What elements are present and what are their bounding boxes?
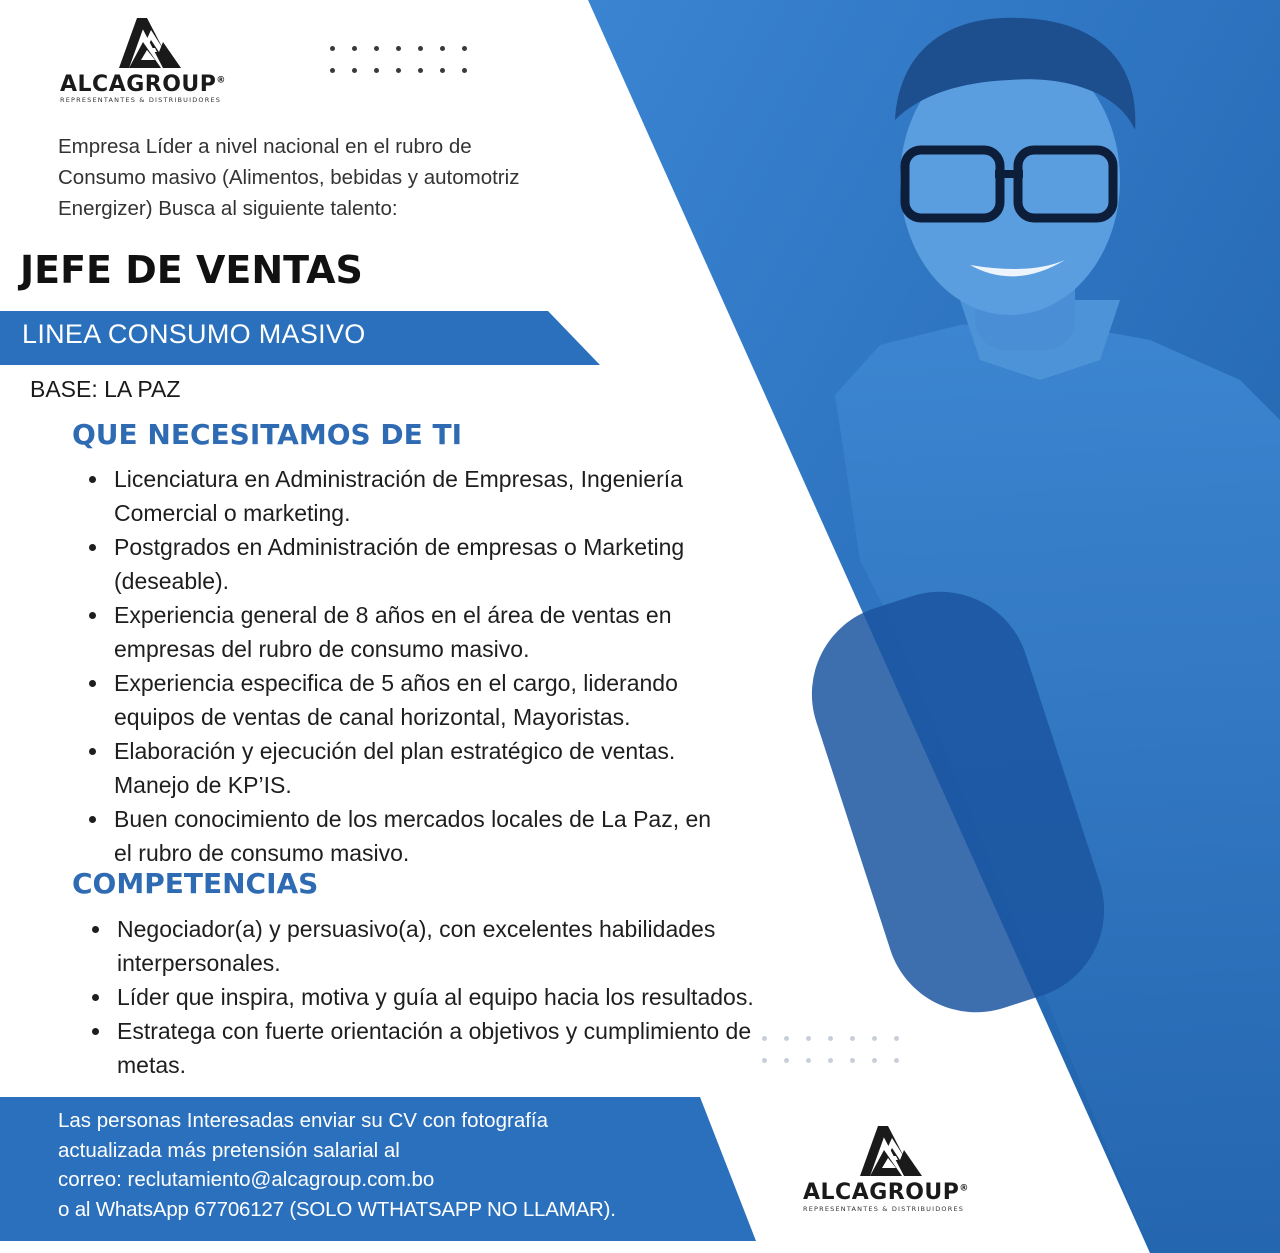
- footer-line: actualizada más pretensión salarial al: [58, 1138, 400, 1162]
- logo-tagline: REPRESENTANTES & DISTRIBUIDORES: [60, 96, 222, 104]
- intro-line: Consumo masivo (Alimentos, bebidas y automotriz: [58, 166, 520, 189]
- list-item: [72, 598, 862, 666]
- competencies-heading: COMPETENCIAS: [72, 867, 319, 900]
- item-line: Manejo de KP’IS.: [114, 772, 292, 798]
- footer-line: o al WhatsApp 67706127 (SOLO WTHATSAPP NO LLAMAR).: [58, 1197, 616, 1221]
- list-item: [72, 666, 862, 734]
- item-line: Líder que inspira, motiva y guía al equipo hacia los resultados.: [117, 984, 754, 1010]
- intro-text: [58, 131, 618, 224]
- list-item: [72, 734, 862, 802]
- item-line: Comercial o marketing.: [114, 500, 351, 526]
- logo-name: ALCAGROUP: [803, 1180, 960, 1205]
- item-line: equipos de ventas de canal horizontal, Mayoristas.: [114, 704, 631, 730]
- logo-name: ALCAGROUP: [60, 72, 217, 97]
- item-line: Postgrados en Administración de empresas o Marketing: [114, 534, 685, 560]
- list-item: [72, 530, 862, 598]
- item-line: empresas del rubro de consumo masivo.: [114, 636, 530, 662]
- job-line: LINEA CONSUMO MASIVO: [22, 319, 366, 349]
- alcagroup-logo-icon: [115, 12, 187, 72]
- decorative-dots-bottom: [762, 1036, 900, 1063]
- requirements-list: [72, 462, 862, 870]
- item-line: Negociador(a) y persuasivo(a), con excelentes habilidades: [117, 916, 716, 942]
- item-line: metas.: [117, 1052, 187, 1078]
- intro-line: Empresa Líder a nivel nacional en el rubro de: [58, 135, 472, 158]
- item-line: Experiencia especifica de 5 años en el cargo, liderando: [114, 670, 678, 696]
- item-line: el rubro de consumo masivo.: [114, 840, 410, 866]
- logo-registered: ®: [216, 75, 226, 86]
- alcagroup-logo-icon: [856, 1120, 928, 1180]
- list-item: [75, 980, 895, 1014]
- item-line: Experiencia general de 8 años en el área de ventas en: [114, 602, 672, 628]
- item-line: Elaboración y ejecución del plan estratégico de ventas.: [114, 738, 676, 764]
- item-line: interpersonales.: [117, 950, 281, 976]
- job-base: BASE: LA PAZ: [30, 376, 181, 402]
- item-line: (deseable).: [114, 568, 230, 594]
- intro-line: Energizer) Busca al siguiente talento:: [58, 197, 398, 220]
- footer-line: Las personas Interesadas enviar su CV con fotografía: [58, 1109, 549, 1132]
- footer-line: correo: reclutamiento@alcagroup.com.bo: [58, 1168, 435, 1191]
- job-title: JEFE DE VENTAS: [20, 248, 363, 292]
- list-item: [72, 802, 862, 870]
- list-item: [75, 912, 895, 980]
- requirements-heading: QUE NECESITAMOS DE TI: [72, 418, 463, 451]
- list-item: [72, 462, 862, 530]
- item-line: Licenciatura en Administración de Empresas, Ingeniería: [114, 466, 683, 492]
- logo-tagline: REPRESENTANTES & DISTRIBUIDORES: [803, 1205, 965, 1213]
- decorative-dots-top: [330, 46, 468, 73]
- item-line: Buen conocimiento de los mercados locales de La Paz, en: [114, 806, 712, 832]
- logo-registered: ®: [959, 1183, 969, 1194]
- item-line: Estratega con fuerte orientación a objetivos y cumplimiento de: [117, 1018, 752, 1044]
- footer-text: [58, 1106, 758, 1224]
